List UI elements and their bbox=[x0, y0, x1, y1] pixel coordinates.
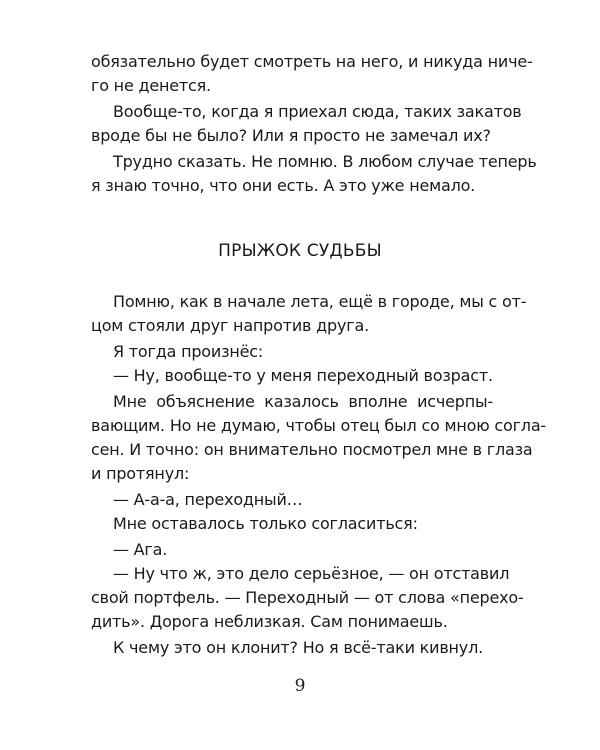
text-line: сен. И точно: он внимательно посмотрел мне в глаза bbox=[91, 440, 533, 459]
text-line: — Ага. bbox=[113, 540, 168, 559]
text-line: Мне объяснение казалось вполне исчерпы- bbox=[113, 392, 493, 411]
text-line: — Ну, вообще-то у меня переходный возраст. bbox=[113, 366, 493, 385]
text-line: я знаю точно, что они есть. А это уже немало. bbox=[91, 176, 476, 195]
text-line: обязательно будет смотреть на него, и никуда ниче- bbox=[91, 52, 533, 71]
text-line: свой портфель. — Переходный — от слова «перехо- bbox=[91, 588, 524, 607]
text-line: — Ну что ж, это дело серьёзное, — он отставил bbox=[113, 564, 510, 583]
text-line: цом стояли друг напротив друга. bbox=[91, 316, 369, 335]
text-line: Мне оставалось только согласиться: bbox=[113, 514, 418, 533]
chapter-title: ПРЫЖОК СУДЬБЫ bbox=[218, 241, 382, 261]
text-line: и протянул: bbox=[91, 464, 190, 483]
text-line: Помню, как в начале лета, ещё в городе, мы с от- bbox=[113, 292, 527, 311]
page-number: 9 bbox=[294, 676, 306, 696]
text-line: вающим. Но не думаю, чтобы отец был со мною согла- bbox=[91, 416, 546, 435]
text-line: вроде бы не было? Или я просто не замечал их? bbox=[91, 126, 491, 145]
text-line: дить». Дорога неблизкая. Сам понимаешь. bbox=[91, 612, 448, 631]
text-line: — А-а-а, переходный… bbox=[113, 490, 303, 509]
text-line: Я тогда произнёс: bbox=[113, 342, 264, 361]
text-line: Вообще-то, когда я приехал сюда, таких закатов bbox=[113, 102, 522, 121]
text-line: го не денется. bbox=[91, 76, 211, 95]
text-line: К чему это он клонит? Но я всё-таки кивнул. bbox=[113, 638, 483, 657]
text-line: Трудно сказать. Не помню. В любом случае теперь bbox=[113, 152, 537, 171]
